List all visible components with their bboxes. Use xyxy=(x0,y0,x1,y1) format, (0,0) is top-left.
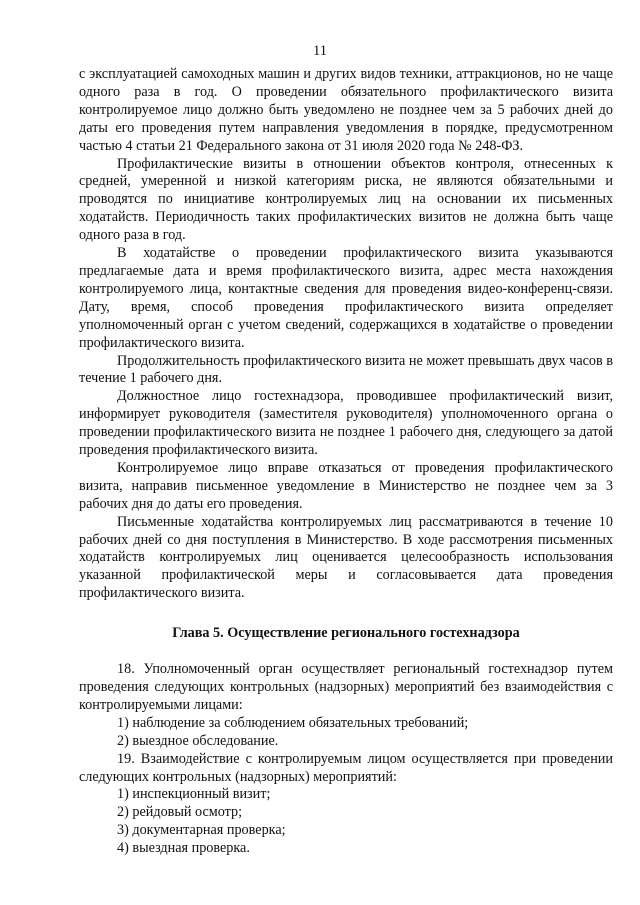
paragraph-duration: Продолжительность профилактического визита не может превышать двух часов в течение 1 рабочего дня. xyxy=(79,352,613,387)
section-19-item: 4) выездная проверка. xyxy=(117,840,250,857)
paragraph-official-informs: Должностное лицо гостехнадзора, проводившее профилактический визит, информирует руководителя (заместителя руководителя) уполномоченного органа о проведении профилактического визита не позднее 1 рабочего дня, следующего за датой проведения профилактического визита. xyxy=(79,388,613,459)
paragraph-request-content: В ходатайстве о проведении профилактического визита указываются предлагаемые дата и время профилактического визита, адрес места нахождения контролируемого лица, контактные сведения для проведения видео-конференц-связи. Дату, время, способ проведения профилактического визита определяет уполномоченный орган с учетом сведений, содержащихся в ходатайстве о проведении профилактического визита. xyxy=(79,245,613,351)
paragraph-continuation: с эксплуатацией самоходных машин и других видов техники, аттракционов, но не чаще одного раза в год. О проведении обязательного профилактического визита контролируемое лицо должно быть уведомлено не позднее чем за 5 рабочих дней до даты его проведения путем направления уведомления в порядке, предусмотренном частью 4 статьи 21 Федерального закона от 31 июля 2020 года № 248-ФЗ. xyxy=(79,66,613,154)
paragraph-optional-visits: Профилактические визиты в отношении объектов контроля, отнесенных к средней, умеренной и низкой категориям риска, не являются обязательными и проводятся по инициативе контролируемых лиц на основании их письменных ходатайств. Периодичность таких профилактических визитов не должна быть чаще одного раза в год. xyxy=(79,155,613,244)
paragraph-refusal: Контролируемое лицо вправе отказаться от проведения профилактического визита, направив письменное уведомление в Министерство не позднее чем за 3 рабочих дня до даты его проведения. xyxy=(79,459,613,512)
document-body xyxy=(79,66,613,858)
section-19-text: 19. Взаимодействие с контролируемым лицом осуществляется при проведении следующих контрольных (надзорных) мероприятий: xyxy=(79,750,613,785)
section-19-item: 3) документарная проверка; xyxy=(117,822,286,839)
section-19-item: 2) рейдовый осмотр; xyxy=(117,804,243,821)
paragraph-review: Письменные ходатайства контролируемых лиц рассматриваются в течение 10 рабочих дней со дня поступления в Министерство. В ходе рассмотрения письменных ходатайств контролируемых лиц оценивается целесообразность использования указанной профилактической меры и согласовывается дата проведения профилактического визита. xyxy=(79,513,613,602)
section-18-text: 18. Уполномоченный орган осуществляет региональный гостехнадзор путем проведения следующих контрольных (надзорных) мероприятий без взаимодействия с контролируемыми лицами: xyxy=(79,661,613,713)
section-18-item: 1) наблюдение за соблюдением обязательных требований; xyxy=(117,714,469,731)
section-18-item: 2) выездное обследование. xyxy=(117,732,279,749)
page-number: 11 xyxy=(313,43,327,59)
chapter-heading: Глава 5. Осуществление регионального гостехнадзора xyxy=(172,625,520,642)
section-19-item: 1) инспекционный визит; xyxy=(117,786,271,803)
